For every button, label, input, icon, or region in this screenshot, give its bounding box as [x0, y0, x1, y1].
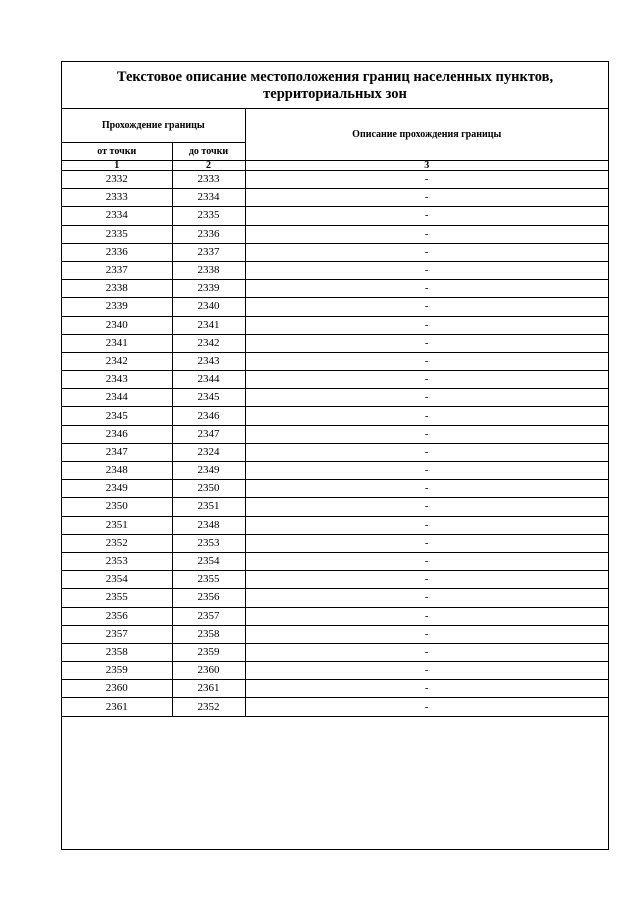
cell-to-point: 2336	[172, 225, 245, 243]
cell-from-point: 2349	[62, 480, 172, 498]
cell-description: -	[245, 352, 608, 370]
cell-description: -	[245, 607, 608, 625]
cell-to-point: 2345	[172, 389, 245, 407]
table-row	[62, 225, 608, 243]
table-row	[62, 480, 608, 498]
table-row	[62, 498, 608, 516]
document-title	[62, 62, 608, 109]
title-line-2: территориальных зон	[263, 86, 407, 102]
cell-description: -	[245, 298, 608, 316]
table-row	[62, 316, 608, 334]
table-row	[62, 680, 608, 698]
table-row	[62, 534, 608, 552]
cell-description: -	[245, 625, 608, 643]
cell-from-point: 2357	[62, 625, 172, 643]
table-row	[62, 425, 608, 443]
table-row	[62, 443, 608, 461]
table-row	[62, 607, 608, 625]
cell-description: -	[245, 225, 608, 243]
document-frame	[61, 61, 609, 850]
cell-to-point: 2344	[172, 371, 245, 389]
title-line-1: Текстовое описание местоположения границ населенных пунктов,	[116, 69, 554, 85]
cell-to-point: 2333	[172, 171, 245, 189]
cell-description: -	[245, 516, 608, 534]
header-col-number-3: 3	[245, 161, 608, 171]
cell-description: -	[245, 425, 608, 443]
table-body	[62, 171, 608, 717]
cell-from-point: 2344	[62, 389, 172, 407]
table-row	[62, 571, 608, 589]
cell-description: -	[245, 480, 608, 498]
cell-from-point: 2351	[62, 516, 172, 534]
cell-from-point: 2346	[62, 425, 172, 443]
cell-to-point: 2342	[172, 334, 245, 352]
cell-to-point: 2348	[172, 516, 245, 534]
cell-description: -	[245, 280, 608, 298]
cell-description: -	[245, 389, 608, 407]
cell-from-point: 2345	[62, 407, 172, 425]
cell-from-point: 2354	[62, 571, 172, 589]
cell-to-point: 2358	[172, 625, 245, 643]
cell-description: -	[245, 534, 608, 552]
cell-description: -	[245, 189, 608, 207]
cell-to-point: 2334	[172, 189, 245, 207]
cell-to-point: 2354	[172, 552, 245, 570]
cell-from-point: 2361	[62, 698, 172, 716]
table-row	[62, 298, 608, 316]
cell-to-point: 2337	[172, 243, 245, 261]
cell-to-point: 2343	[172, 352, 245, 370]
cell-to-point: 2340	[172, 298, 245, 316]
cell-to-point: 2347	[172, 425, 245, 443]
header-description: Описание прохождения границы	[245, 109, 608, 161]
cell-from-point: 2353	[62, 552, 172, 570]
cell-description: -	[245, 571, 608, 589]
cell-to-point: 2355	[172, 571, 245, 589]
table-row	[62, 243, 608, 261]
table-row	[62, 462, 608, 480]
cell-to-point: 2350	[172, 480, 245, 498]
cell-from-point: 2336	[62, 243, 172, 261]
cell-from-point: 2356	[62, 607, 172, 625]
cell-to-point: 2356	[172, 589, 245, 607]
cell-from-point: 2333	[62, 189, 172, 207]
cell-description: -	[245, 243, 608, 261]
cell-from-point: 2338	[62, 280, 172, 298]
table-row	[62, 280, 608, 298]
cell-from-point: 2337	[62, 261, 172, 279]
cell-to-point: 2339	[172, 280, 245, 298]
cell-from-point: 2339	[62, 298, 172, 316]
cell-to-point: 2353	[172, 534, 245, 552]
table-row	[62, 389, 608, 407]
cell-description: -	[245, 207, 608, 225]
table-row	[62, 589, 608, 607]
cell-description: -	[245, 498, 608, 516]
table-row	[62, 261, 608, 279]
cell-description: -	[245, 662, 608, 680]
header-boundary-passage: Прохождение границы	[62, 109, 245, 143]
cell-description: -	[245, 407, 608, 425]
cell-to-point: 2357	[172, 607, 245, 625]
cell-description: -	[245, 680, 608, 698]
cell-to-point: 2335	[172, 207, 245, 225]
cell-to-point: 2324	[172, 443, 245, 461]
table-row	[62, 171, 608, 189]
header-from-point: от точки	[62, 143, 172, 161]
cell-from-point: 2358	[62, 643, 172, 661]
cell-description: -	[245, 171, 608, 189]
header-to-point: до точки	[172, 143, 245, 161]
cell-to-point: 2338	[172, 261, 245, 279]
cell-to-point: 2341	[172, 316, 245, 334]
cell-to-point: 2361	[172, 680, 245, 698]
cell-description: -	[245, 261, 608, 279]
cell-to-point: 2346	[172, 407, 245, 425]
table-row	[62, 643, 608, 661]
cell-to-point: 2352	[172, 698, 245, 716]
cell-description: -	[245, 643, 608, 661]
cell-from-point: 2341	[62, 334, 172, 352]
table-row	[62, 407, 608, 425]
cell-from-point: 2348	[62, 462, 172, 480]
cell-description: -	[245, 316, 608, 334]
table-row	[62, 552, 608, 570]
cell-description: -	[245, 552, 608, 570]
cell-from-point: 2359	[62, 662, 172, 680]
boundary-table	[62, 109, 608, 717]
table-row	[62, 352, 608, 370]
table-row	[62, 516, 608, 534]
cell-to-point: 2359	[172, 643, 245, 661]
cell-from-point: 2352	[62, 534, 172, 552]
table-row	[62, 207, 608, 225]
cell-from-point: 2342	[62, 352, 172, 370]
cell-from-point: 2332	[62, 171, 172, 189]
table-row	[62, 371, 608, 389]
header-col-number-2: 2	[172, 161, 245, 171]
header-col-number-1: 1	[62, 161, 172, 171]
cell-from-point: 2340	[62, 316, 172, 334]
cell-description: -	[245, 371, 608, 389]
cell-from-point: 2355	[62, 589, 172, 607]
table-row	[62, 698, 608, 716]
cell-to-point: 2349	[172, 462, 245, 480]
cell-from-point: 2334	[62, 207, 172, 225]
cell-from-point: 2335	[62, 225, 172, 243]
cell-description: -	[245, 462, 608, 480]
table-row	[62, 662, 608, 680]
cell-from-point: 2350	[62, 498, 172, 516]
cell-description: -	[245, 589, 608, 607]
table-row	[62, 334, 608, 352]
table-row	[62, 625, 608, 643]
cell-description: -	[245, 334, 608, 352]
cell-from-point: 2343	[62, 371, 172, 389]
cell-description: -	[245, 443, 608, 461]
cell-from-point: 2360	[62, 680, 172, 698]
cell-to-point: 2351	[172, 498, 245, 516]
cell-to-point: 2360	[172, 662, 245, 680]
table-row	[62, 189, 608, 207]
cell-description: -	[245, 698, 608, 716]
cell-from-point: 2347	[62, 443, 172, 461]
